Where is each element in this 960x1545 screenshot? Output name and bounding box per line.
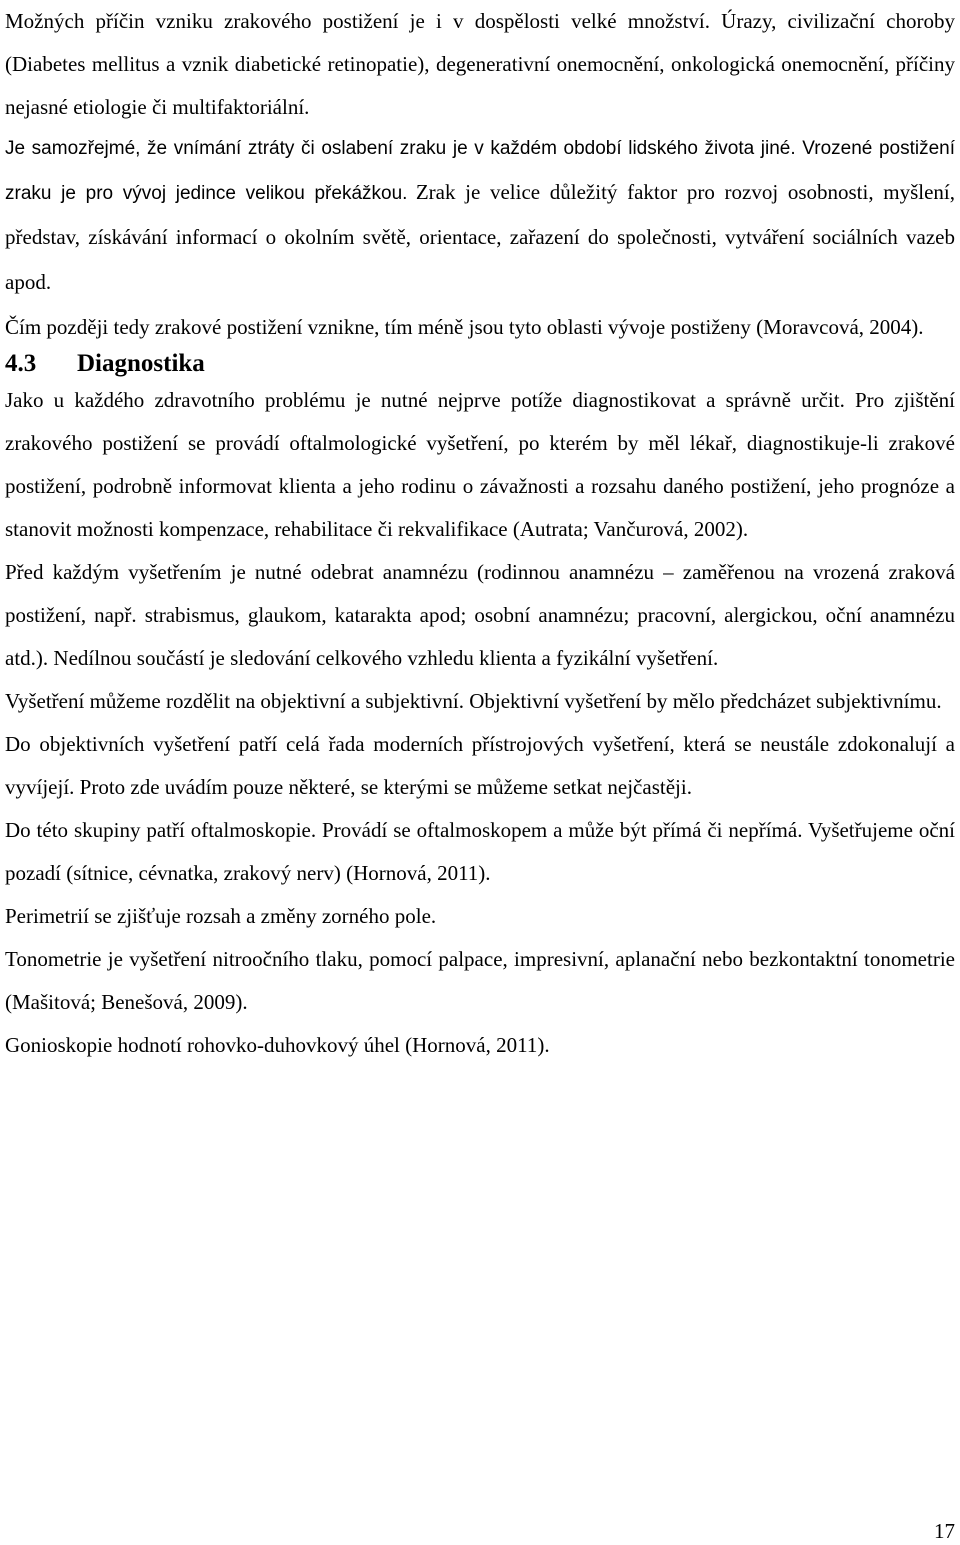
paragraph-ophthalmoscopy: Do této skupiny patří oftalmoskopie. Provádí se oftalmoskopem a může být přímá či nepřímá. Vyšetřujeme oční pozadí (sítnice, cévnatka, zrakový nerv) (Hornová, 2011). [5,818,955,885]
paragraph-exam-types: Vyšetření můžeme rozdělit na objektivní a subjektivní. Objektivní vyšetření by mělo předcházet subjektivnímu. [5,689,942,713]
paragraph-perimetry: Perimetrií se zjišťuje rozsah a změny zorného pole. [5,904,437,928]
page-number: 17 [934,1519,955,1543]
paragraph-later-onset: Čím později tedy zrakové postižení vznikne, tím méně jsou tyto oblasti vývoje postiženy (Moravcová, 2004). [5,315,924,339]
section-number: 4.3 [5,350,37,377]
perception-block [5,127,955,306]
section-title: Diagnostika [77,350,205,377]
section-heading [5,349,955,379]
paragraph-objective-exams: Do objektivních vyšetření patří celá řada moderních přístrojových vyšetření, která se neustále zdokonalují a vyvíjejí. Proto zde uvádím pouze některé, se kterými se můžeme setkat nejčastěji. [5,732,955,799]
paragraph-tonometry: Tonometrie je vyšetření nitroočního tlaku, pomocí palpace, impresivní, aplanační nebo bezkontaktní tonometrie (Mašitová; Benešová, 2009). [5,947,955,1014]
paragraph-anamnesis: Před každým vyšetřením je nutné odebrat anamnézu (rodinnou anamnézu – zaměřenou na vrozená zraková postižení, např. strabismus, glaukom, katarakta apod; osobní anamnézu; pracovní, alergickou, oční anamnézu atd.). Nedílnou součástí je sledování celkového vzhledu klienta a fyzikální vyšetření. [5,560,955,670]
paragraph-sight-importance: Zrak je velice důležitý faktor pro rozvoj osobnosti, myšlení, představ, získávání informací o okolním světě, orientace, zařazení do společnosti, vytváření sociálních vazeb apod. [5,180,956,294]
paragraph-causes: Možných příčin vzniku zrakového postižení je i v dospělosti velké množství. Úrazy, civilizační choroby (Diabetes mellitus a vznik diabetické retinopatie), degenerativní onemocnění, onkologická onemocnění, příčiny nejasné etiologie či multifaktoriální. [5,9,955,119]
paragraph-gonioscopy: Gonioskopie hodnotí rohovko-duhovkový úhel (Hornová, 2011). [5,1033,550,1057]
paragraph-diagnosis: Jako u každého zdravotního problému je nutné nejprve potíže diagnostikovat a správně určit. Pro zjištění zrakového postižení se provádí oftalmologické vyšetření, po kterém by měl lékař, diagnostikuje-li zrakové postižení, podrobně informovat klienta a jeho rodinu o závažnosti a rozsahu daného postižení, jeho prognóze a stanovit možnosti kompenzace, rehabilitace či rekvalifikace (Autrata; Vančurová, 2002). [5,388,955,541]
paragraph-perception: Je samozřejmé, že vnímání ztráty či oslabení zraku je v každém období lidského života jiné. Vrozené postižení zraku je pro vývoj jedince velikou překážkou. [5,138,955,204]
document-page [5,0,955,1067]
